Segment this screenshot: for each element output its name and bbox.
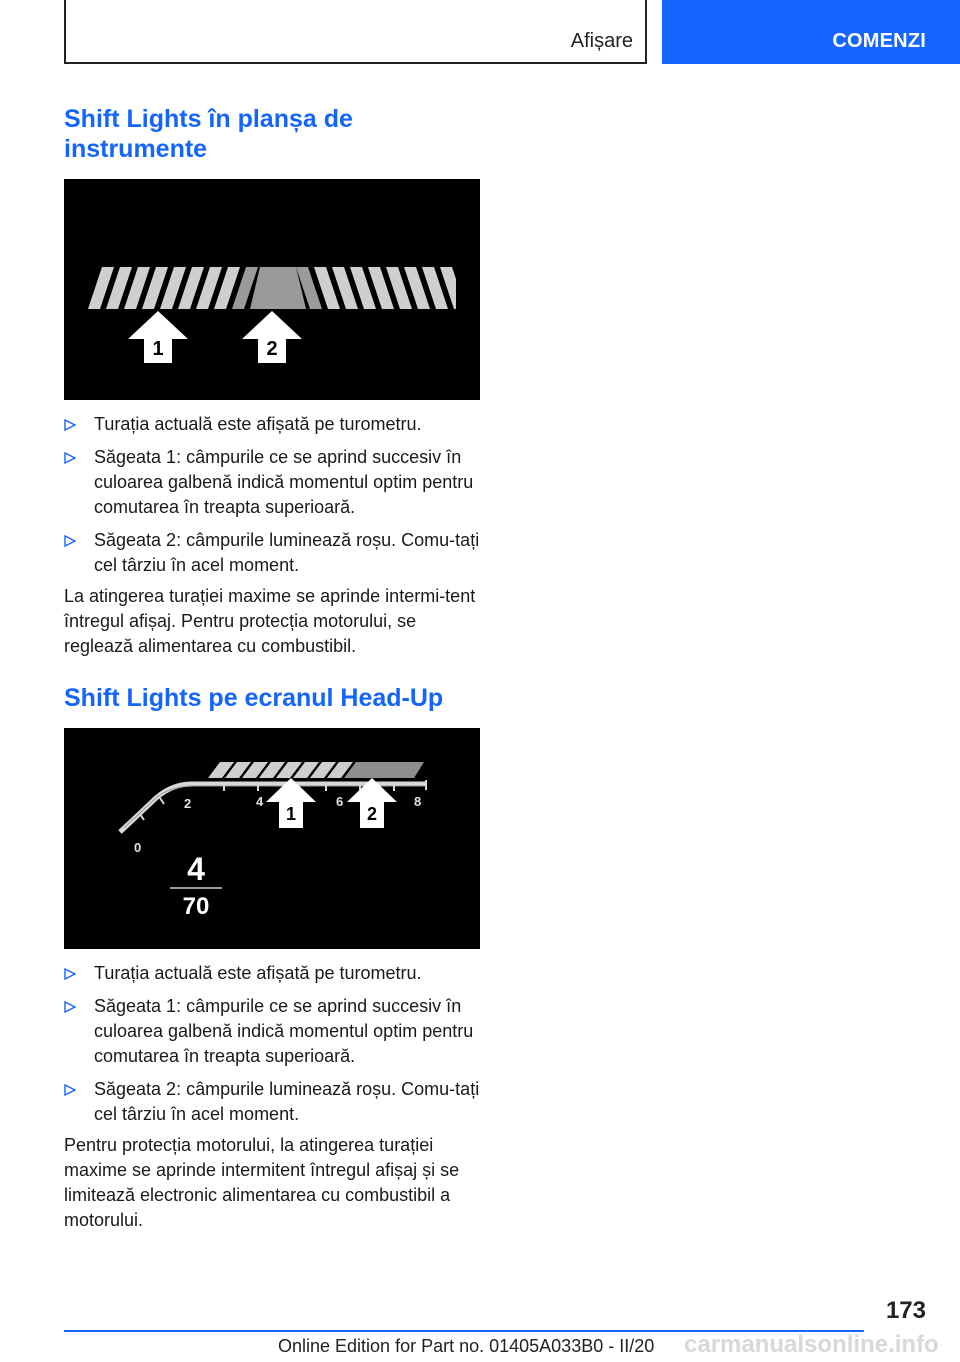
list-item bbox=[64, 1077, 484, 1127]
hud-arrow-1-label: 1 bbox=[285, 804, 297, 824]
triangle-bullet-icon bbox=[64, 1084, 76, 1096]
scale-label-2: 2 bbox=[184, 796, 192, 811]
paragraph-head-up-display: Pentru protecția motorului, la atingerea turației maxime se aprinde intermitent întregul afișaj și se limitează electronic alimentarea cu combustibil a motorului. bbox=[64, 1135, 460, 1230]
paragraph-instrument-cluster: La atingerea turației maxime se aprinde intermi‐tent întregul afișaj. Pentru protecția motorului, se reglează alimentarea cu combustibil. bbox=[64, 586, 476, 656]
hud-arrow-2-label: 2 bbox=[366, 804, 378, 824]
section-title-head-up-display: Shift Lights pe ecranul Head-Up bbox=[64, 684, 444, 712]
list-item bbox=[64, 412, 484, 437]
figure-head-up-display-shift-lights bbox=[64, 728, 480, 949]
triangle-bullet-icon bbox=[64, 419, 76, 431]
list-item-text: Săgeata 1: câmpurile ce se aprind succesiv în culoarea galbenă indică momentul optim pentru comutarea în treapta superioară. bbox=[94, 996, 474, 1066]
list-item-text: Săgeata 2: câmpurile luminează roșu. Comu‐tați cel târziu în acel moment. bbox=[94, 1079, 480, 1124]
header-chapter-tab bbox=[662, 0, 960, 64]
arrow-2-icon bbox=[242, 311, 302, 363]
bullet-list-instrument-cluster bbox=[64, 412, 484, 586]
hud-gear-speed-readout bbox=[170, 851, 222, 920]
arrow-1-icon bbox=[128, 311, 188, 363]
bullet-list-head-up-display bbox=[64, 961, 484, 1135]
scale-label-0: 0 bbox=[134, 840, 142, 855]
triangle-bullet-icon bbox=[64, 1001, 76, 1013]
scale-label-8: 8 bbox=[414, 794, 422, 809]
list-item bbox=[64, 445, 484, 520]
shift-light-segments bbox=[88, 267, 456, 309]
page-number: 173 bbox=[885, 1297, 926, 1324]
list-item bbox=[64, 528, 484, 578]
hud-speed-value: 70 bbox=[182, 893, 210, 920]
scale-label-4: 4 bbox=[256, 794, 264, 809]
list-item bbox=[64, 961, 484, 986]
list-item bbox=[64, 994, 484, 1069]
header-chapter-title: COMENZI bbox=[832, 30, 926, 52]
list-item-text: Săgeata 1: câmpurile ce se aprind succesiv în culoarea galbenă indică momentul optim pentru comutarea în treapta superioară. bbox=[94, 447, 474, 517]
footer-edition-text: Online Edition for Part no. 01405A033B0 - II/20 bbox=[278, 1336, 655, 1356]
list-item-text: Săgeata 2: câmpurile luminează roșu. Comu‐tați cel târziu în acel moment. bbox=[94, 530, 480, 575]
hud-gear-value: 4 bbox=[187, 851, 205, 887]
list-item-text: Turația actuală este afișată pe turometru. bbox=[94, 414, 422, 434]
figure-instrument-cluster-shift-lights bbox=[64, 179, 480, 400]
list-item-text: Turația actuală este afișată pe turometru. bbox=[94, 963, 422, 983]
triangle-bullet-icon bbox=[64, 968, 76, 980]
watermark-logo: carmanualsonline.info bbox=[684, 1331, 939, 1358]
scale-label-6: 6 bbox=[336, 794, 344, 809]
triangle-bullet-icon bbox=[64, 535, 76, 547]
arrow-1-label: 1 bbox=[152, 338, 164, 360]
section-title-instrument-cluster: Shift Lights în planșa de instrumente bbox=[64, 105, 353, 163]
hud-shift-light-segments bbox=[208, 762, 424, 778]
header-section-title: Afișare bbox=[570, 30, 633, 52]
head-up-display-illustration bbox=[64, 728, 480, 949]
arrow-2-label: 2 bbox=[266, 338, 278, 360]
header-section-box bbox=[64, 0, 647, 64]
instrument-cluster-illustration bbox=[64, 179, 480, 400]
triangle-bullet-icon bbox=[64, 452, 76, 464]
